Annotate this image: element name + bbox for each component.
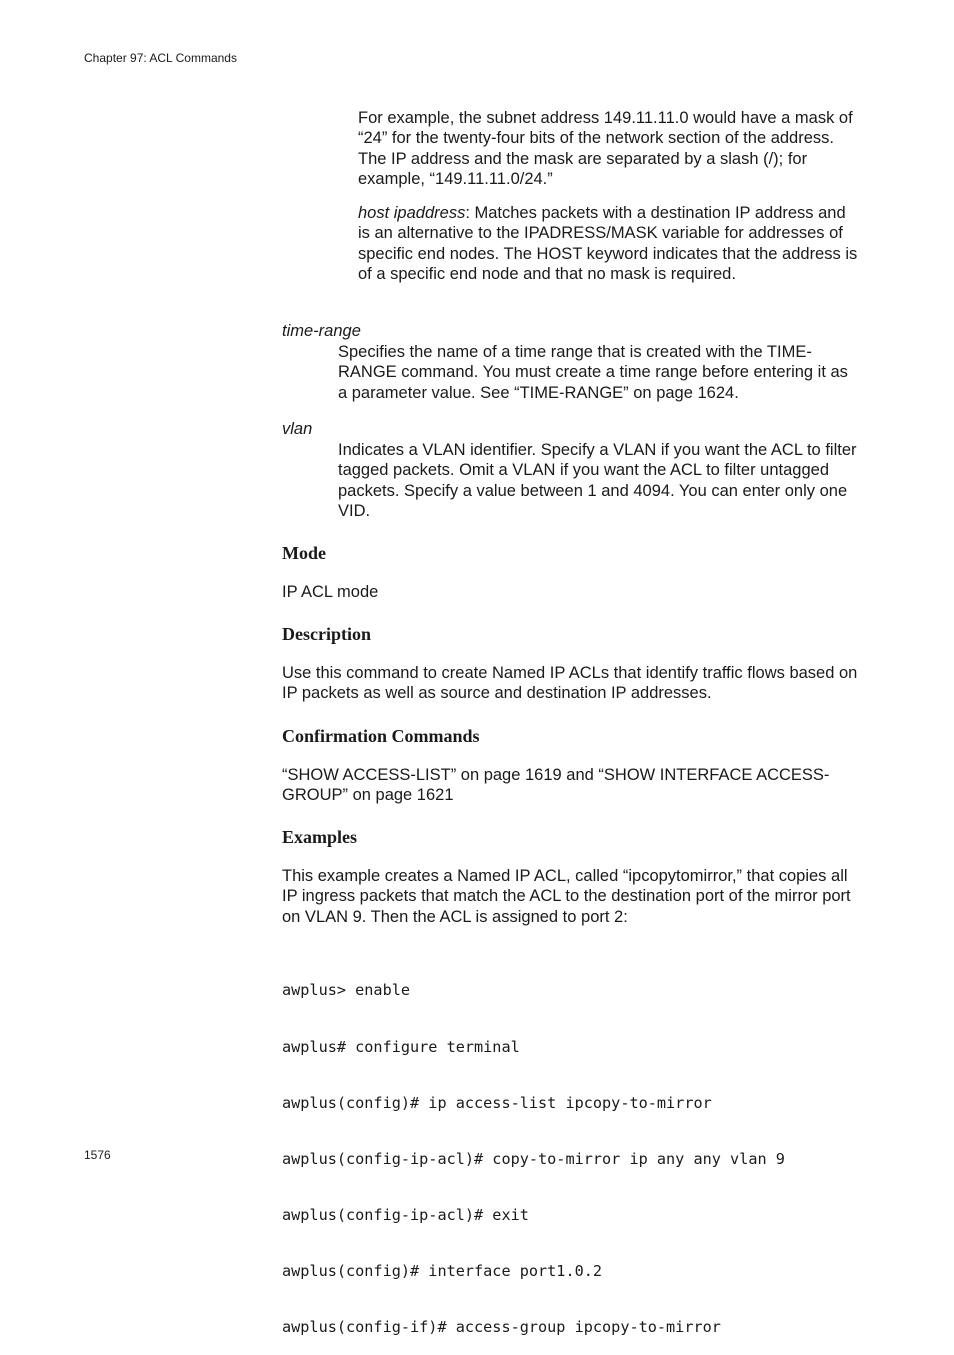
vlan-description: Indicates a VLAN identifier. Specify a VLAN if you want the ACL to filter tagged packets. Omit a VLAN if you want the ACL to filter untagged packets. Specify a value between 1 and 4094. You can enter only one VID. — [338, 441, 857, 520]
code-example — [282, 944, 785, 1355]
code-line: awplus# configure terminal — [282, 1037, 520, 1056]
confirmation-heading: Confirmation Commands — [282, 726, 480, 746]
confirmation-text: “SHOW ACCESS-LIST” on page 1619 and “SHOW INTERFACE ACCESS-GROUP” on page 1621 — [282, 766, 830, 805]
host-ipaddress-paragraph — [358, 203, 858, 284]
mode-text: IP ACL mode — [282, 583, 379, 601]
code-line: awplus(config-ip-acl)# exit — [282, 1205, 529, 1224]
code-line: awplus(config)# interface port1.0.2 — [282, 1261, 603, 1280]
code-line: awplus> enable — [282, 981, 411, 1000]
examples-text: This example creates a Named IP ACL, called “ipcopytomirror,” that copies all IP ingress packets that match the ACL to the destination port of the mirror port on VLAN 9. Then the ACL is assigned to port 2: — [282, 867, 851, 926]
running-header: Chapter 97: ACL Commands — [84, 51, 237, 65]
host-ipaddress-description: : Matches packets with a destination IP address and is an alternative to the IPADRESS/MASK variable for addresses of specific end nodes. The HOST keyword indicates that the address is of a specific end node and that no mask is required. — [358, 204, 858, 283]
description-text: Use this command to create Named IP ACLs that identify traffic flows based on IP packets as well as source and destination IP addresses. — [282, 664, 858, 703]
code-line: awplus(config-if)# access-group ipcopy-to-mirror — [282, 1318, 721, 1337]
mask-example-paragraph: For example, the subnet address 149.11.11.0 would have a mask of “24” for the twenty-four bits of the network section of the address. The IP address and the mask are separated by a slash (/); for example, “149.11.11.0/24.” — [358, 109, 853, 188]
time-range-term: time-range — [282, 322, 361, 340]
page-number: 1576 — [84, 1148, 111, 1162]
mode-heading: Mode — [282, 543, 326, 563]
code-line: awplus(config-ip-acl)# copy-to-mirror ip any any vlan 9 — [282, 1149, 785, 1168]
host-ipaddress-term: host ipaddress — [358, 204, 466, 222]
description-heading: Description — [282, 624, 371, 644]
examples-heading: Examples — [282, 827, 358, 847]
code-line: awplus(config)# ip access-list ipcopy-to-mirror — [282, 1093, 712, 1112]
vlan-term: vlan — [282, 420, 313, 438]
time-range-description: Specifies the name of a time range that is created with the TIME-RANGE command. You must create a time range before entering it as a parameter value. See “TIME-RANGE” on page 1624. — [338, 343, 848, 402]
